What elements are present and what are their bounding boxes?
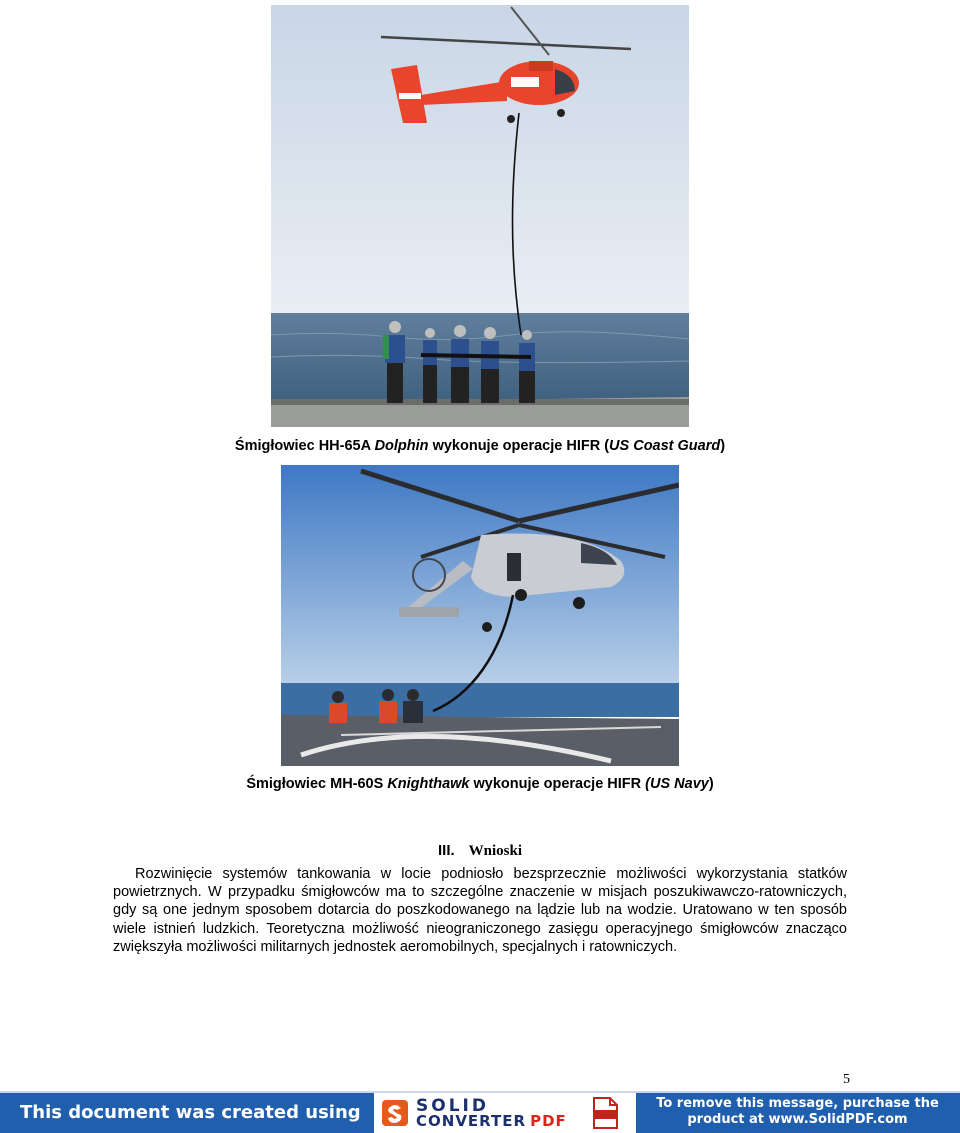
caption-1-italic: Dolphin [374, 438, 429, 454]
body-paragraph: Rozwinięcie systemów tankowania w locie podniosło bezsprzecznie możliwości wykorzystania statków powietrznych. W przypadku śmigłowców ma to szczególne znaczenie w misjach poszukiwawczo-ratowniczych, gdy są one jednym sposobem dotarcia do poszkodowanego na lądzie lub na wodzie. Uratowano w ten sposób wiele istnień ludzkich. Teoretyczna możliwość nieograniczonego zasięgu operacyjnego śmigłowców znacząco zwiększyła możliwości militarnych jednostek aeromobilnych, specjalnych i ratowniczych. [113, 866, 847, 955]
solid-converter-logo [374, 1093, 636, 1133]
caption-1-text: Śmigłowiec HH-65A [234, 438, 375, 454]
pdf-document-icon [590, 1096, 620, 1130]
banner-left-text: This document was created using [20, 1102, 361, 1123]
banner-right-text [640, 1096, 955, 1128]
photo-mh60s-knighthawk-hifr [281, 465, 679, 766]
caption-1-italic2: US Coast Guard [609, 438, 721, 454]
section-number: III. [437, 842, 455, 859]
caption-2-mid: wykonuje operacje HIFR [469, 776, 646, 792]
caption-1-mid: wykonuje operacje HIFR ( [428, 438, 610, 454]
photo-hh65-dolphin-hifr [271, 5, 689, 427]
logo-word-solid: SOLID [416, 1096, 489, 1116]
banner-right-line-2: product at www.SolidPDF.com [687, 1112, 908, 1127]
logo-pdf-text: PDF [530, 1112, 567, 1130]
figure-caption-1 [0, 437, 960, 455]
logo-word-converter [416, 1112, 567, 1130]
section-title: Wnioski [468, 843, 523, 859]
caption-2-text: Śmigłowiec MH-60S [246, 776, 388, 792]
caption-2-italic: Knighthawk [387, 776, 470, 792]
solidpdf-watermark-banner [0, 1091, 960, 1133]
page-number: 5 [843, 1072, 850, 1087]
figure-caption-2 [0, 775, 960, 793]
logo-converter-text: CONVERTER [416, 1112, 527, 1130]
caption-2-end: ) [708, 776, 714, 792]
solid-logo-icon [380, 1098, 410, 1128]
caption-2-italic2: (US Navy [645, 776, 709, 792]
banner-right-line-1: To remove this message, purchase the [656, 1096, 939, 1111]
caption-1-end: ) [720, 438, 726, 454]
section-heading [0, 842, 960, 860]
